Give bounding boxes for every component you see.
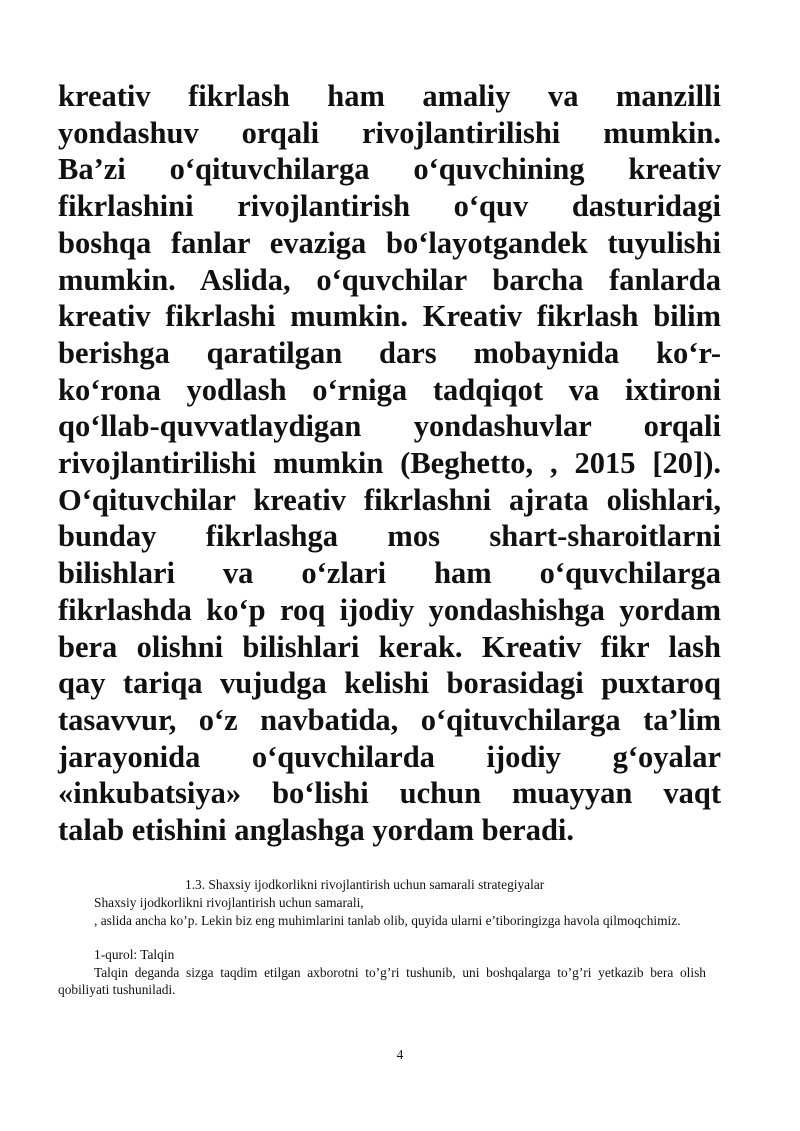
main-paragraph-line: «inkubatsiya» bo‘lishi uchun muayyan vaqt: [58, 776, 721, 811]
main-paragraph-line: bera olishni bilishlari kerak. Kreativ fikr lash: [58, 629, 721, 664]
section-paragraph-2: , aslida ancha ko’p. Lekin biz eng muhimlarini tanlab olib, quyida ularni e’tiboringizga havola qilmoqchimiz.: [94, 913, 681, 928]
main-paragraph-line: yondashuv orqali rivojlantirilishi mumkin.: [58, 115, 721, 150]
main-paragraph-line: qo‘llab-quvvatlaydigan yondashuvlar orqali: [58, 409, 721, 444]
main-paragraph-line: ko‘rona yodlash o‘rniga tadqiqot va ixtironi: [58, 372, 721, 407]
section-paragraph-4: Talqin deganda sizga taqdim etilgan axborotni to’g’ri tushunib, uni boshqalarga to’g’ri yetkazib bera olish qobiliyati tushuniladi.: [58, 965, 706, 998]
main-paragraph-line: kreativ fikrlashi mumkin. Kreativ fikrlash bilim: [58, 299, 721, 334]
main-paragraph: [58, 78, 721, 849]
main-paragraph-line: O‘qituvchilar kreativ fikrlashni ajrata olishlari,: [58, 482, 721, 517]
main-paragraph-line: rivojlantirilishi mumkin (Beghetto, , 2015 [20]).: [58, 446, 721, 481]
main-paragraph-line: tasavvur, o‘z navbatida, o‘qituvchilarga ta’lim: [58, 702, 721, 737]
main-paragraph-line: jarayonida o‘quvchilarda ijodiy g‘oyalar: [58, 739, 721, 774]
main-paragraph-line: qay tariqa vujudga kelishi borasidagi puxtaroq: [58, 666, 721, 701]
section-paragraph-3: 1-qurol: Talqin: [94, 947, 175, 962]
main-paragraph-line: fikrlashda ko‘p roq ijodiy yondashishga yordam: [58, 592, 721, 627]
main-paragraph-line: fikrlashini rivojlantirish o‘quv dasturidagi: [58, 189, 721, 224]
main-paragraph-line: bilishlari va o‘zlari ham o‘quvchilarga: [58, 556, 721, 591]
main-paragraph-line: kreativ fikrlash ham amaliy va manzilli: [58, 79, 721, 113]
page-number: 4: [396, 1047, 404, 1062]
main-paragraph-line: Ba’zi o‘qituvchilarga o‘quvchining kreativ: [58, 152, 721, 187]
section-heading: 1.3. Shaxsiy ijodkorlikni rivojlantirish uchun samarali strategiyalar: [185, 877, 545, 892]
main-paragraph-line: berishga qaratilgan dars mobaynida ko‘r-: [58, 335, 721, 370]
section-paragraph-1: Shaxsiy ijodkorlikni rivojlantirish uchun samarali,: [94, 895, 364, 910]
main-paragraph-line: boshqa fanlar evaziga bo‘layotgandek tuyulishi: [58, 225, 721, 260]
main-paragraph-line: bunday fikrlashga mos shart-sharoitlarni: [58, 519, 721, 554]
main-paragraph-line: mumkin. Aslida, o‘quvchilar barcha fanlarda: [58, 262, 721, 297]
main-paragraph-line: talab etishini anglashga yordam beradi.: [58, 813, 575, 848]
